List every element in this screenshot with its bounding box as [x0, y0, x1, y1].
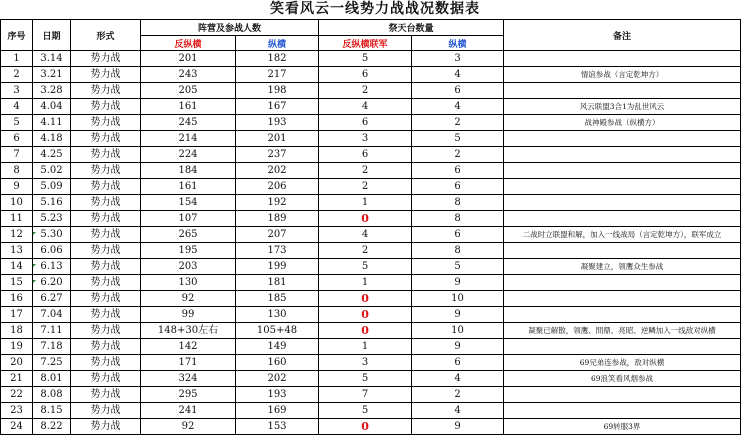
- row-fan-count: 324: [141, 371, 236, 387]
- row-seq: 11: [1, 211, 33, 227]
- row-zong-count: 202: [236, 371, 319, 387]
- row-form: 势力战: [71, 163, 141, 179]
- row-date: 5.09: [33, 179, 71, 195]
- row-fan-count: 92: [141, 291, 236, 307]
- row-altar-zong: 6: [412, 227, 504, 243]
- row-altar-zong: 2: [412, 115, 504, 131]
- table-row: [1, 179, 741, 195]
- row-zong-count: 237: [236, 147, 319, 163]
- row-zong-count: 149: [236, 339, 319, 355]
- row-seq: 12: [1, 227, 33, 243]
- header-seq: 序号: [1, 20, 33, 51]
- row-altar-zong: 8: [412, 243, 504, 259]
- row-fan-count: 243: [141, 67, 236, 83]
- row-zong-count: 130: [236, 307, 319, 323]
- row-date: 4.11: [33, 115, 71, 131]
- row-altar-zong: 6: [412, 163, 504, 179]
- header-remarks: 备注: [504, 20, 741, 51]
- table-row: [1, 163, 741, 179]
- row-remark: 风云联盟3合1为乱世风云: [504, 99, 741, 115]
- row-altar-zong: 8: [412, 211, 504, 227]
- row-seq: 18: [1, 323, 33, 339]
- row-altar-fan: 0: [319, 291, 412, 307]
- row-form: 势力战: [71, 307, 141, 323]
- row-seq: 10: [1, 195, 33, 211]
- row-altar-zong: 3: [412, 51, 504, 67]
- row-date: 5.16: [33, 195, 71, 211]
- row-fan-count: 241: [141, 403, 236, 419]
- row-date: 7.18: [33, 339, 71, 355]
- row-altar-zong: 9: [412, 419, 504, 435]
- row-zong-count: 160: [236, 355, 319, 371]
- row-form: 势力战: [71, 179, 141, 195]
- row-altar-fan: 7: [319, 387, 412, 403]
- row-zong-count: 192: [236, 195, 319, 211]
- row-zong-count: 173: [236, 243, 319, 259]
- row-altar-fan: 6: [319, 115, 412, 131]
- row-form: 势力战: [71, 51, 141, 67]
- row-date: 8.22: [33, 419, 71, 435]
- row-form: 势力战: [71, 355, 141, 371]
- header-fan-zong: 反纵横: [141, 36, 236, 51]
- battle-data-table: [0, 19, 741, 435]
- table-row: [1, 371, 741, 387]
- row-remark: [504, 51, 741, 67]
- row-remark: 战神殿参战（纵横方）: [504, 115, 741, 131]
- row-altar-fan: 1: [319, 195, 412, 211]
- row-form: 势力战: [71, 67, 141, 83]
- row-zong-count: 198: [236, 83, 319, 99]
- row-altar-fan: 2: [319, 243, 412, 259]
- row-date: 3.14: [33, 51, 71, 67]
- row-date: 3.21: [33, 67, 71, 83]
- row-fan-count: 184: [141, 163, 236, 179]
- row-remark: [504, 179, 741, 195]
- row-fan-count: 203: [141, 259, 236, 275]
- table-row: [1, 211, 741, 227]
- row-altar-zong: 8: [412, 195, 504, 211]
- row-fan-count: 245: [141, 115, 236, 131]
- row-date: 5.30: [33, 227, 71, 243]
- row-zong-count: 182: [236, 51, 319, 67]
- row-remark: 情谊参战（言定乾坤方）: [504, 67, 741, 83]
- table-row: [1, 195, 741, 211]
- row-form: 势力战: [71, 387, 141, 403]
- row-fan-count: 265: [141, 227, 236, 243]
- row-date: 4.04: [33, 99, 71, 115]
- row-form: 势力战: [71, 403, 141, 419]
- row-altar-zong: 4: [412, 67, 504, 83]
- row-altar-fan: 0: [319, 307, 412, 323]
- header-camp-group: 阵营及参战人数: [141, 20, 319, 36]
- row-fan-count: 107: [141, 211, 236, 227]
- row-form: 势力战: [71, 419, 141, 435]
- row-remark: [504, 211, 741, 227]
- row-remark: 二战时立联盟和解，加入一线战局（言定乾坤方），联军成立: [504, 227, 741, 243]
- row-zong-count: 207: [236, 227, 319, 243]
- row-zong-count: 217: [236, 67, 319, 83]
- row-date: 6.20: [33, 275, 71, 291]
- table-row: [1, 323, 741, 339]
- row-remark: [504, 163, 741, 179]
- row-altar-fan: 2: [319, 179, 412, 195]
- row-date: 5.23: [33, 211, 71, 227]
- row-altar-zong: 10: [412, 323, 504, 339]
- row-date: 4.18: [33, 131, 71, 147]
- row-altar-fan: 0: [319, 211, 412, 227]
- row-seq: 6: [1, 131, 33, 147]
- row-remark: [504, 307, 741, 323]
- comment-marker: [33, 280, 36, 283]
- row-remark: 69兄弟连参战，敌对纵横: [504, 355, 741, 371]
- table-row: [1, 147, 741, 163]
- row-seq: 7: [1, 147, 33, 163]
- row-form: 势力战: [71, 259, 141, 275]
- row-altar-fan: 2: [319, 163, 412, 179]
- row-form: 势力战: [71, 291, 141, 307]
- row-altar-fan: 4: [319, 99, 412, 115]
- row-remark: [504, 195, 741, 211]
- row-zong-count: 185: [236, 291, 319, 307]
- row-fan-count: 130: [141, 275, 236, 291]
- row-fan-count: 224: [141, 147, 236, 163]
- row-form: 势力战: [71, 195, 141, 211]
- row-zong-count: 193: [236, 115, 319, 131]
- row-date: 8.08: [33, 387, 71, 403]
- row-altar-fan: 4: [319, 227, 412, 243]
- row-altar-fan: 5: [319, 403, 412, 419]
- row-fan-count: 161: [141, 99, 236, 115]
- row-altar-zong: 6: [412, 355, 504, 371]
- table-row: [1, 83, 741, 99]
- row-seq: 3: [1, 83, 33, 99]
- row-altar-fan: 1: [319, 275, 412, 291]
- row-fan-count: 195: [141, 243, 236, 259]
- row-fan-count: 214: [141, 131, 236, 147]
- row-date: 7.11: [33, 323, 71, 339]
- row-altar-zong: 6: [412, 83, 504, 99]
- row-remark: [504, 147, 741, 163]
- comment-marker: [33, 232, 36, 235]
- row-altar-fan: 0: [319, 323, 412, 339]
- table-row: [1, 99, 741, 115]
- row-altar-zong: 5: [412, 259, 504, 275]
- table-row: [1, 291, 741, 307]
- row-remark: [504, 131, 741, 147]
- row-altar-zong: 2: [412, 387, 504, 403]
- row-seq: 14: [1, 259, 33, 275]
- row-remark: [504, 83, 741, 99]
- row-fan-count: 205: [141, 83, 236, 99]
- row-date: 5.02: [33, 163, 71, 179]
- row-zong-count: 181: [236, 275, 319, 291]
- row-seq: 19: [1, 339, 33, 355]
- row-remark: 69转服3界: [504, 419, 741, 435]
- row-altar-zong: 9: [412, 307, 504, 323]
- row-seq: 9: [1, 179, 33, 195]
- header-altar-group: 祭天台数量: [319, 20, 504, 36]
- row-zong-count: 167: [236, 99, 319, 115]
- row-zong-count: 193: [236, 387, 319, 403]
- row-form: 势力战: [71, 339, 141, 355]
- row-seq: 15: [1, 275, 33, 291]
- row-altar-fan: 6: [319, 147, 412, 163]
- row-form: 势力战: [71, 371, 141, 387]
- row-date: 6.06: [33, 243, 71, 259]
- row-fan-count: 92: [141, 419, 236, 435]
- row-fan-count: 295: [141, 387, 236, 403]
- table-row: [1, 67, 741, 83]
- row-altar-zong: 4: [412, 403, 504, 419]
- row-zong-count: 189: [236, 211, 319, 227]
- row-seq: 16: [1, 291, 33, 307]
- row-zong-count: 206: [236, 179, 319, 195]
- row-zong-count: 105+48: [236, 323, 319, 339]
- row-zong-count: 202: [236, 163, 319, 179]
- row-zong-count: 153: [236, 419, 319, 435]
- page-title: 笑看风云一线势力战战况数据表: [270, 1, 480, 17]
- table-row: [1, 355, 741, 371]
- row-remark: [504, 275, 741, 291]
- row-form: 势力战: [71, 227, 141, 243]
- row-seq: 4: [1, 99, 33, 115]
- row-seq: 2: [1, 67, 33, 83]
- row-remark: [504, 339, 741, 355]
- header-zong-heng: 纵横: [236, 36, 319, 51]
- row-altar-fan: 0: [319, 419, 412, 435]
- row-date: 7.25: [33, 355, 71, 371]
- header-fan-alliance: 反纵横联军: [319, 36, 412, 51]
- row-form: 势力战: [71, 275, 141, 291]
- row-date: 3.28: [33, 83, 71, 99]
- row-altar-zong: 2: [412, 147, 504, 163]
- table-body: [1, 51, 741, 435]
- row-fan-count: 142: [141, 339, 236, 355]
- row-altar-zong: 10: [412, 291, 504, 307]
- header-date: 日期: [33, 20, 71, 51]
- comment-marker: [33, 264, 36, 267]
- table-row: [1, 275, 741, 291]
- header-altar-zong-heng: 纵横: [412, 36, 504, 51]
- row-date: 7.04: [33, 307, 71, 323]
- row-remark: 69浪笑看风烟参战: [504, 371, 741, 387]
- row-fan-count: 171: [141, 355, 236, 371]
- row-form: 势力战: [71, 147, 141, 163]
- row-seq: 5: [1, 115, 33, 131]
- row-seq: 13: [1, 243, 33, 259]
- row-fan-count: 201: [141, 51, 236, 67]
- row-form: 势力战: [71, 99, 141, 115]
- table-row: [1, 115, 741, 131]
- row-date: 8.15: [33, 403, 71, 419]
- row-date: 6.27: [33, 291, 71, 307]
- row-fan-count: 99: [141, 307, 236, 323]
- row-altar-fan: 5: [319, 51, 412, 67]
- row-seq: 22: [1, 387, 33, 403]
- row-seq: 17: [1, 307, 33, 323]
- row-fan-count: 148+30左右: [141, 323, 236, 339]
- row-seq: 8: [1, 163, 33, 179]
- table-row: [1, 403, 741, 419]
- table-row: [1, 51, 741, 67]
- table-row: [1, 419, 741, 435]
- row-fan-count: 154: [141, 195, 236, 211]
- row-seq: 1: [1, 51, 33, 67]
- row-altar-fan: 1: [319, 339, 412, 355]
- row-remark: 凝聚建立，领鹰众生参战: [504, 259, 741, 275]
- row-remark: 凝聚已解散，领鹰、問鼎、亮昭、逆鳞加入一线敌对纵横: [504, 323, 741, 339]
- row-remark: [504, 403, 741, 419]
- row-seq: 24: [1, 419, 33, 435]
- row-zong-count: 201: [236, 131, 319, 147]
- row-altar-fan: 5: [319, 259, 412, 275]
- row-zong-count: 169: [236, 403, 319, 419]
- row-seq: 20: [1, 355, 33, 371]
- table-row: [1, 307, 741, 323]
- row-altar-zong: 4: [412, 99, 504, 115]
- row-altar-zong: 5: [412, 131, 504, 147]
- row-altar-zong: 6: [412, 179, 504, 195]
- row-seq: 23: [1, 403, 33, 419]
- row-form: 势力战: [71, 83, 141, 99]
- row-form: 势力战: [71, 131, 141, 147]
- row-date: 8.01: [33, 371, 71, 387]
- row-date: 4.25: [33, 147, 71, 163]
- table-row: [1, 227, 741, 243]
- row-altar-fan: 2: [319, 83, 412, 99]
- row-remark: [504, 243, 741, 259]
- table-row: [1, 339, 741, 355]
- table-row: [1, 243, 741, 259]
- row-zong-count: 199: [236, 259, 319, 275]
- row-altar-zong: 9: [412, 275, 504, 291]
- row-remark: [504, 291, 741, 307]
- row-seq: 21: [1, 371, 33, 387]
- header-form: 形式: [71, 20, 141, 51]
- row-altar-zong: 4: [412, 371, 504, 387]
- table-row: [1, 259, 741, 275]
- row-remark: [504, 387, 741, 403]
- table-row: [1, 387, 741, 403]
- row-form: 势力战: [71, 115, 141, 131]
- row-altar-fan: 5: [319, 371, 412, 387]
- row-altar-fan: 3: [319, 355, 412, 371]
- row-form: 势力战: [71, 323, 141, 339]
- row-altar-zong: 9: [412, 339, 504, 355]
- row-form: 势力战: [71, 243, 141, 259]
- row-fan-count: 161: [141, 179, 236, 195]
- row-date: 6.13: [33, 259, 71, 275]
- table-row: [1, 131, 741, 147]
- row-altar-fan: 6: [319, 67, 412, 83]
- row-altar-fan: 3: [319, 131, 412, 147]
- row-form: 势力战: [71, 211, 141, 227]
